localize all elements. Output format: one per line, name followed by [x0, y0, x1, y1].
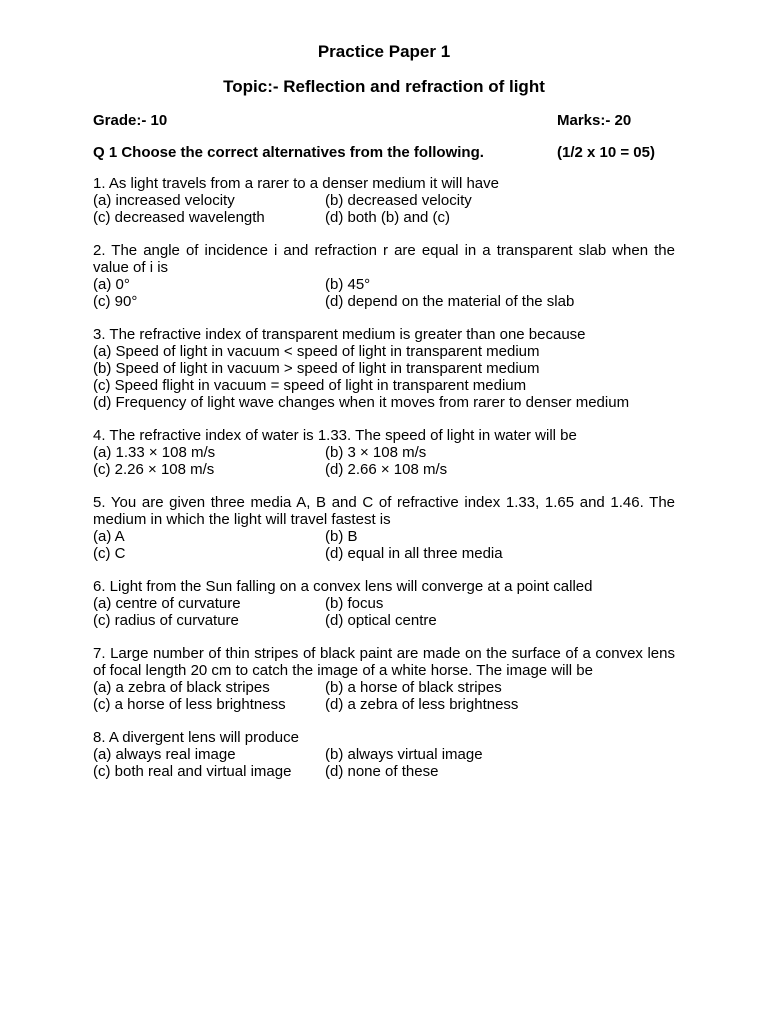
section-marks: (1/2 x 10 = 05) — [557, 144, 655, 161]
answer-option: (d) optical centre — [325, 612, 437, 629]
answer-option: (c) Speed flight in vacuum = speed of light in transparent medium — [93, 377, 527, 394]
answer-option: (c) C — [93, 545, 126, 562]
option-row — [93, 461, 675, 478]
answer-option: (a) centre of curvature — [93, 595, 241, 612]
answer-option: (b) decreased velocity — [325, 192, 472, 209]
answer-option: (b) 3 × 108 m/s — [325, 444, 427, 461]
option-row — [93, 612, 675, 629]
answer-option: (d) depend on the material of the slab — [325, 293, 575, 310]
answer-option: (b) always virtual image — [325, 746, 483, 763]
section-instruction: Q 1 Choose the correct alternatives from the following. — [93, 144, 484, 161]
question-text: 7. Large number of thin stripes of black paint are made on the surface of a convex lens of focal length 20 cm to catch the image of a white horse. The image will be — [93, 645, 675, 679]
answer-option: (a) Speed of light in vacuum < speed of light in transparent medium — [93, 343, 540, 360]
answer-option: (b) a horse of black stripes — [325, 679, 502, 696]
answer-option: (c) radius of curvature — [93, 612, 239, 629]
question-text: 6. Light from the Sun falling on a convex lens will converge at a point called — [93, 578, 593, 595]
section-header — [93, 144, 675, 161]
question-text: 1. As light travels from a rarer to a denser medium it will have — [93, 175, 499, 192]
answer-option: (d) 2.66 × 108 m/s — [325, 461, 448, 478]
answer-option: (c) 2.26 × 108 m/s — [93, 461, 215, 478]
grade-label: Grade:- 10 — [93, 112, 168, 129]
option-row — [93, 444, 675, 461]
question-item — [93, 326, 675, 411]
grade-marks-row — [93, 112, 675, 129]
answer-option: (d) a zebra of less brightness — [325, 696, 519, 713]
question-text: 2. The angle of incidence i and refraction r are equal in a transparent slab when the value of i is — [93, 242, 675, 276]
answer-option: (a) always real image — [93, 746, 236, 763]
option-row — [93, 276, 675, 293]
question-item — [93, 242, 675, 310]
answer-option: (b) B — [325, 528, 358, 545]
answer-option: (d) both (b) and (c) — [325, 209, 451, 226]
question-item — [93, 175, 675, 226]
question-item — [93, 578, 675, 629]
option-row — [93, 746, 675, 763]
question-text: 3. The refractive index of transparent medium is greater than one because — [93, 326, 586, 343]
answer-option: (c) decreased wavelength — [93, 209, 265, 226]
answer-option: (c) a horse of less brightness — [93, 696, 286, 713]
answer-option: (a) 0° — [93, 276, 130, 293]
answer-option: (d) Frequency of light wave changes when it moves from rarer to denser medium — [93, 394, 630, 411]
marks-label: Marks:- 20 — [557, 112, 632, 129]
option-row — [93, 696, 675, 713]
option-row — [93, 293, 675, 310]
paper-title: Practice Paper 1 — [317, 42, 451, 61]
question-text: 8. A divergent lens will produce — [93, 729, 299, 746]
answer-option: (b) Speed of light in vacuum > speed of light in transparent medium — [93, 360, 540, 377]
answer-option: (d) equal in all three media — [325, 545, 503, 562]
question-item — [93, 427, 675, 478]
option-row — [93, 679, 675, 696]
answer-option: (a) A — [93, 528, 125, 545]
answer-option: (a) a zebra of black stripes — [93, 679, 270, 696]
option-row — [93, 763, 675, 780]
answer-option: (a) increased velocity — [93, 192, 235, 209]
question-text: 4. The refractive index of water is 1.33. The speed of light in water will be — [93, 427, 577, 444]
option-row — [93, 595, 675, 612]
answer-option: (b) focus — [325, 595, 384, 612]
answer-option: (a) 1.33 × 108 m/s — [93, 444, 216, 461]
topic-heading: Topic:- Reflection and refraction of light — [223, 77, 545, 96]
option-row — [93, 209, 675, 226]
answer-option: (b) 45° — [325, 276, 371, 293]
option-row — [93, 528, 675, 545]
answer-option: (c) 90° — [93, 293, 138, 310]
question-item — [93, 645, 675, 713]
option-row — [93, 545, 675, 562]
question-item — [93, 494, 675, 562]
question-list — [93, 175, 675, 796]
question-item — [93, 729, 675, 780]
question-text: 5. You are given three media A, B and C of refractive index 1.33, 1.65 and 1.46. The medium in which the light will travel fastest is — [93, 494, 675, 528]
answer-option: (c) both real and virtual image — [93, 763, 292, 780]
option-row — [93, 192, 675, 209]
answer-option: (d) none of these — [325, 763, 439, 780]
